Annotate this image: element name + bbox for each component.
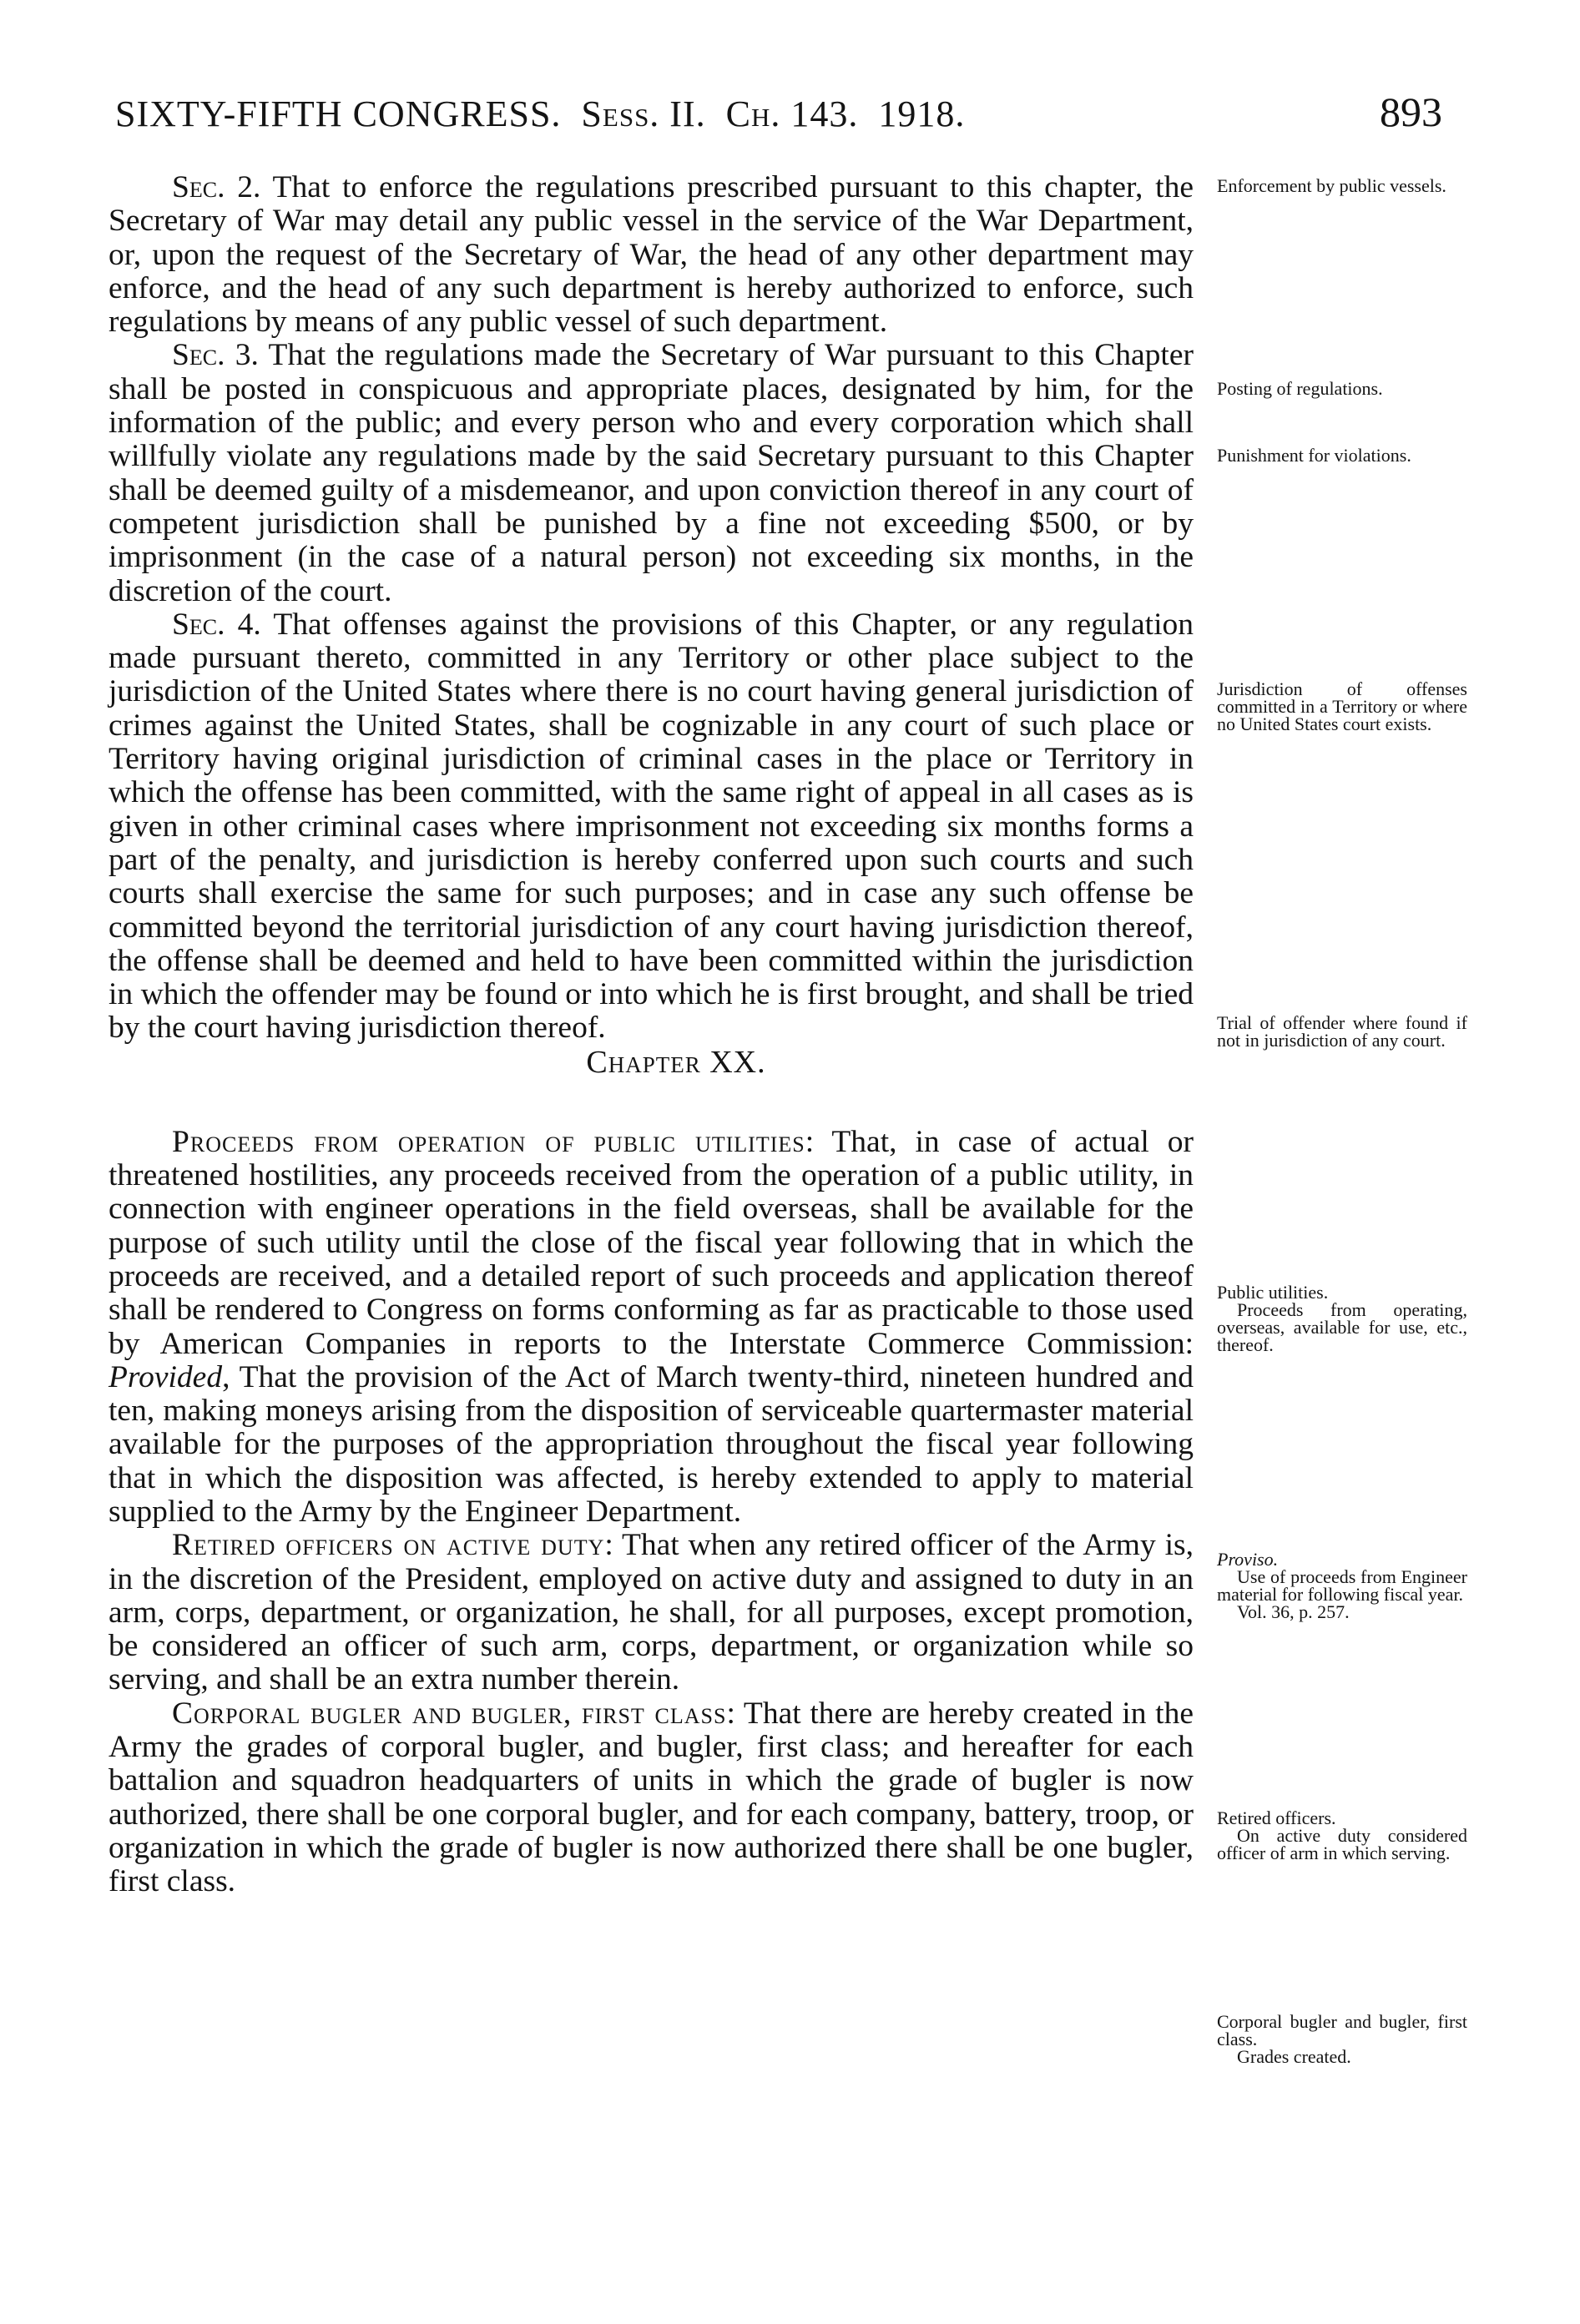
margin-note-enforcement: Enforcement by public vessels. — [1217, 175, 1446, 196]
margin-note-public-utilities — [1217, 1283, 1467, 1354]
corporal-bugler-lead: Corporal bugler and bugler, first class — [172, 1696, 727, 1731]
paragraph-corporal-bugler — [109, 1697, 1194, 1899]
section-4 — [109, 608, 1194, 1046]
grades-created-note: Grades created. — [1237, 2046, 1351, 2067]
section-2-text: That to enforce the regulations prescribed pursuant to this chapter, the Secretary of War may detail any public vessel in the service of the War Department, or, upon the request of the Secretary of War, the head of any other department may enforce, and the head of any such department is hereby authorized to enforce, such regulations by means of any public vessel of such department. — [109, 170, 1194, 340]
chapter-title: Chapter XX. — [586, 1044, 766, 1080]
running-header — [115, 88, 1442, 148]
main-text — [109, 171, 1194, 1899]
vol-reference-note: Vol. 36, p. 257. — [1237, 1601, 1350, 1622]
margin-note-jurisdiction: Jurisdiction of offenses committed in a Territory or where no United States court exists. — [1217, 678, 1467, 734]
paragraph-retired-officers — [109, 1529, 1194, 1696]
corporal-bugler-text: : That there are hereby created in the Army the grades of corporal bugler, and bugler, first class; and hereafter for each battalion and squadron headquarters of units in which the grade of bugler is now authorized, there shall be one corporal bugler, and for each company, battery, troop, or organization in which the grade of bugler is now authorized there shall be one bugler, first class. — [109, 1696, 1194, 1899]
retired-officers-lead: Retired officers on active duty — [172, 1528, 605, 1563]
section-2 — [109, 171, 1194, 339]
section-4-text: That offenses against the provisions of this Chapter, or any regulation made pursuant thereto, committed in any Territory or other place subject to the jurisdiction of the United States where there is no court having general jurisdiction of crimes against the United States, shall be cognizable in any court of such place or Territory having original jurisdiction of criminal cases in the place or Territory in which the offense has been committed, with the same right of appeal in all cases as is given in other criminal cases where imprisonment not exceeding six months forms a part of the penalty, and jurisdiction is hereby conferred upon such courts and such courts shall exercise the same for such purposes; and in case any such offense be committed beyond the territorial jurisdiction of any court having jurisdiction thereof, the offense shall be deemed and held to have been committed within the jurisdiction in which the offender may be found or into which he is first brought, and shall be tried by the court having jurisdiction thereof. — [109, 607, 1194, 1046]
public-utilities-text-after: , That the provision of the Act of March twenty-third, nineteen hundred and ten, making moneys arising from the disposition of serviceable quartermaster material available for the purposes of the appropriation throughout the fiscal year following that in which the disposition was affected, is hereby extended to apply to material supplied to the Army by the Engineer Department. — [109, 1359, 1194, 1529]
retired-officers-note: Retired officers. — [1217, 1807, 1336, 1828]
public-utilities-text: : That, in case of actual or threatened hostilities, any proceeds received from the operation of a public utility, in connection with engineer operations in the field overseas, shall be available for the purpose of such utility until the close of the fiscal year following that in which the proceeds are received, and a detailed report of such proceeds and application thereof shall be rendered to Congress on forms conforming as far as practicable to those used by American Companies in reports to the Interstate Commerce Commission: — [109, 1124, 1194, 1361]
section-3-text: That the regulations made the Secretary of War pursuant to this Chapter shall be posted in conspicuous and appropriate places, designated by him, for the information of the public; and every person who and every corporation which shall willfully violate any regulations made by the said Secretary pursuant to this Chapter shall be deemed guilty of a misdemeanor, and upon conviction thereof in any court of competent jurisdiction shall be punished by a fine not exceeding $500, or by imprisonment (in the case of a natural person) not exceeding six months, in the discretion of the court. — [109, 338, 1194, 608]
margin-note-punishment: Punishment for violations. — [1217, 445, 1411, 466]
margin-note-proviso — [1217, 1550, 1467, 1621]
proceeds-note: Proceeds from operating, overseas, available for use, etc., thereof. — [1217, 1299, 1467, 1355]
congress-title: SIXTY-FIFTH CONGRESS. — [115, 93, 562, 134]
proviso-emphasis: Provided — [109, 1359, 223, 1394]
margin-note-corporal-bugler — [1217, 2013, 1467, 2065]
paragraph-public-utilities — [109, 1126, 1194, 1530]
year-label: 1918. — [878, 93, 966, 134]
running-head-title — [115, 93, 965, 135]
retired-officers-text: : That when any retired officer of the Army is, in the discretion of the President, employed on active duty and assigned to duty in an arm, corps, department, or organization, he shall, for all purposes, except promotion, be considered an officer of such arm, corps, department, or organization while so serving, and shall be an extra number therein. — [109, 1528, 1194, 1697]
on-active-duty-note: On active duty considered officer of arm in which serving. — [1217, 1825, 1467, 1863]
margin-note-retired-officers — [1217, 1809, 1467, 1862]
margin-note-posting: Posting of regulations. — [1217, 378, 1383, 399]
section-2-label: Sec. 2. — [172, 170, 261, 204]
proviso-note: Proviso. — [1217, 1549, 1279, 1570]
use-of-proceeds-note: Use of proceeds from Engineer material for following fiscal year. — [1217, 1566, 1467, 1605]
chapter-label: Ch. 143. — [725, 93, 859, 134]
corporal-bugler-note: Corporal bugler and bugler, first class. — [1217, 2011, 1467, 2049]
page-number: 893 — [1380, 88, 1442, 135]
session-label: Sess. II. — [581, 93, 706, 134]
public-utilities-lead: Proceeds from operation of public utilities — [172, 1124, 805, 1159]
public-utilities-note: Public utilities. — [1217, 1282, 1329, 1303]
section-3-label: Sec. 3. — [172, 338, 259, 373]
section-3 — [109, 339, 1194, 607]
section-4-label: Sec. 4. — [172, 607, 261, 642]
margin-note-trial: Trial of offender where found if not in jurisdiction of any court. — [1217, 1012, 1467, 1051]
